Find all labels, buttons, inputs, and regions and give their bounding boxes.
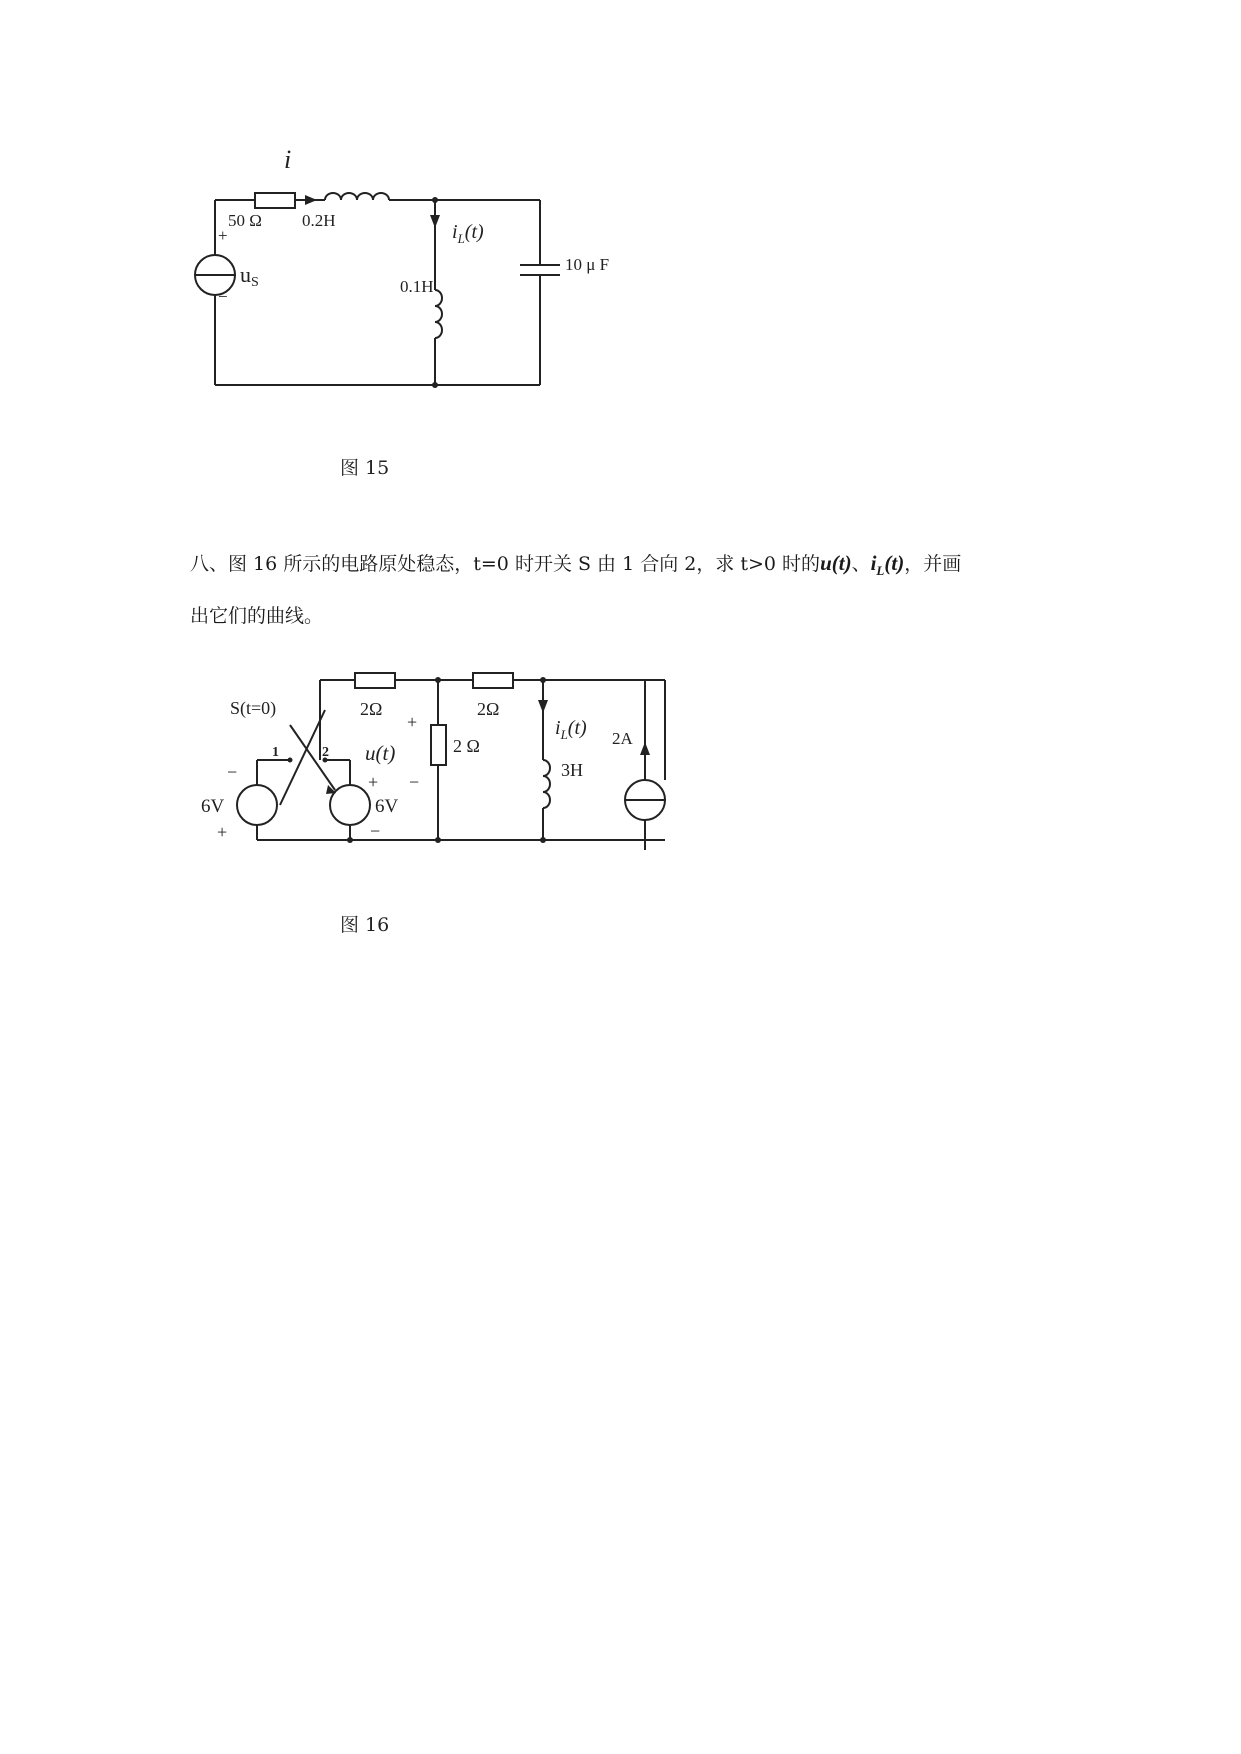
junction-dot bbox=[435, 837, 441, 843]
inductor-0-2h bbox=[325, 193, 389, 200]
label-i: i bbox=[284, 150, 292, 174]
figure-15-caption: 图 15 bbox=[340, 457, 390, 479]
problem-text-post: ，并画 bbox=[904, 553, 962, 575]
junction-dot bbox=[540, 837, 546, 843]
label-il-16: $i_L(t)$ bbox=[555, 717, 587, 742]
label-il: $i_L(t)$ bbox=[452, 221, 484, 246]
problem-text-pre: 八、图 16 所示的电路原处稳态，t=0 时开关 S 由 1 合向 2，求 t>0 时的 bbox=[190, 553, 821, 575]
label-pos-1: 1 bbox=[272, 745, 279, 760]
problem-line-2: 出它们的曲线。 bbox=[190, 605, 324, 627]
label-inductor-1: 0.2H bbox=[302, 211, 336, 230]
label-r-middle: 2 Ω bbox=[453, 736, 480, 756]
switch-contact-1 bbox=[288, 758, 293, 763]
label-source-plus: + bbox=[218, 226, 228, 245]
label-source-us: uS bbox=[240, 262, 259, 290]
junction-dot bbox=[432, 382, 438, 388]
label-left-plus: + bbox=[217, 822, 228, 842]
label-u-minus: − bbox=[409, 772, 420, 792]
resistor-2ohm-vertical bbox=[431, 725, 446, 765]
inductor-0-1h bbox=[435, 290, 442, 338]
junction-dot bbox=[540, 677, 546, 683]
circuit-diagram-15 bbox=[190, 150, 630, 395]
figure-16-caption: 图 16 bbox=[340, 914, 390, 936]
label-left-6v: 6V bbox=[201, 796, 225, 817]
label-u-t: u(t) bbox=[365, 741, 396, 765]
figure-15 bbox=[190, 150, 630, 395]
current-source-arrow bbox=[640, 742, 650, 755]
label-right-6v: 6V bbox=[375, 796, 399, 817]
label-right-plus: + bbox=[368, 772, 379, 792]
current-arrow-i bbox=[305, 195, 317, 205]
label-capacitor: 10 μ F bbox=[565, 255, 610, 274]
label-inductor-3h: 3H bbox=[561, 760, 583, 780]
voltage-source-right-6v bbox=[330, 785, 370, 825]
math-il-t: $i_L(t)$ bbox=[870, 551, 905, 579]
junction-dot bbox=[347, 837, 353, 843]
resistor-2ohm-top-right bbox=[473, 673, 513, 688]
label-right-minus: − bbox=[370, 821, 381, 841]
problem-line-1 bbox=[190, 549, 961, 579]
label-pos-2: 2 bbox=[322, 745, 329, 760]
label-inductor-2: 0.1H bbox=[400, 277, 434, 296]
label-u-plus: + bbox=[407, 712, 418, 732]
il-arrow bbox=[538, 700, 548, 713]
figure-16 bbox=[195, 660, 695, 860]
resistor-2ohm-top-left bbox=[355, 673, 395, 688]
label-source-minus: − bbox=[218, 287, 228, 306]
label-current-source-2a: 2A bbox=[612, 729, 633, 748]
separator: 、 bbox=[851, 553, 871, 575]
voltage-source-left-6v bbox=[237, 785, 277, 825]
switch-blade bbox=[280, 710, 325, 805]
resistor-50 bbox=[255, 193, 295, 208]
label-r-top-right: 2Ω bbox=[477, 699, 500, 719]
label-left-minus: − bbox=[227, 762, 238, 782]
current-arrow-il bbox=[430, 215, 440, 228]
circuit-diagram-16 bbox=[195, 660, 695, 860]
label-resistor: 50 Ω bbox=[228, 211, 262, 230]
math-u-t: u(t) bbox=[820, 551, 852, 575]
junction-dot bbox=[432, 197, 438, 203]
label-r-top-left: 2Ω bbox=[360, 699, 383, 719]
junction-dot bbox=[435, 677, 441, 683]
label-switch: S(t=0) bbox=[230, 698, 277, 718]
inductor-3h bbox=[543, 760, 550, 808]
